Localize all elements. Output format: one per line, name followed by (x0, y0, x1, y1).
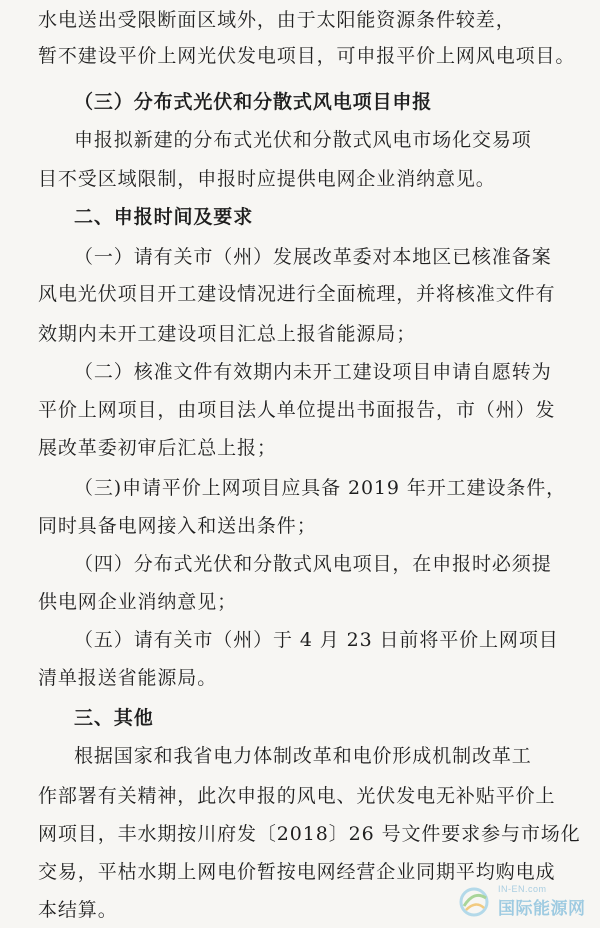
paragraph-line: 根据国家和我省电力体制改革和电价形成机制改革工 (74, 745, 532, 767)
paragraph-line: 目不受区域限制，申报时应提供电网企业消纳意见。 (38, 168, 496, 190)
paragraph-line: 供电网企业消纳意见； (38, 591, 238, 613)
paragraph-line: 申报拟新建的分布式光伏和分散式风电市场化交易项 (74, 129, 532, 151)
paragraph-line: 作部署有关精神，此次申报的风电、光伏发电无补贴平价上 (38, 785, 556, 807)
paragraph-line: 暂不建设平价上网光伏发电项目，可申报平价上网风电项目。 (38, 45, 576, 67)
watermark (442, 882, 592, 922)
subsection-heading: （三）分布式光伏和分散式风电项目申报 (74, 91, 433, 113)
paragraph-line: （四）分布式光伏和分散式风电项目，在申报时必须提 (74, 553, 552, 575)
paragraph-line: 展改革委初审后汇总上报； (38, 437, 277, 459)
paragraph-line: （二）核准文件有效期内未开工建设项目申请自愿转为 (74, 361, 552, 383)
section-heading: 二、申报时间及要求 (74, 206, 254, 228)
paragraph-line: 同时具备电网接入和送出条件； (38, 515, 317, 537)
paragraph-line: 平价上网项目，由项目法人单位提出书面报告，市（州）发 (38, 399, 556, 421)
paragraph-line: 网项目，丰水期按川府发〔2018〕26 号文件要求参与市场化 (38, 823, 581, 845)
paragraph-line: 交易，平枯水期上网电价暂按电网经营企业同期平均购电成 (38, 861, 556, 883)
paragraph-line: 水电送出受限断面区域外，由于太阳能资源条件较差， (38, 9, 516, 31)
paragraph-line: 效期内未开工建设项目汇总上报省能源局； (38, 323, 417, 345)
paragraph-line: （三)申请平价上网项目应具备 2019 年开工建设条件， (74, 477, 567, 499)
section-heading: 三、其他 (74, 707, 154, 729)
paragraph-line: （一）请有关市（州）发展改革委对本地区已核准备案 (74, 246, 552, 268)
watermark-name: 国际能源网 (498, 899, 586, 919)
paragraph-line: （五）请有关市（州）于 4 月 23 日前将平价上网项目 (74, 629, 559, 651)
paragraph-line: 清单报送省能源局。 (38, 667, 218, 689)
energy-logo-icon (456, 886, 492, 918)
paragraph-line: 风电光伏项目开工建设情况进行全面梳理，并将核准文件有 (38, 283, 556, 305)
watermark-domain: IN-EN.com (498, 884, 547, 894)
paragraph-line: 本结算。 (38, 899, 118, 921)
